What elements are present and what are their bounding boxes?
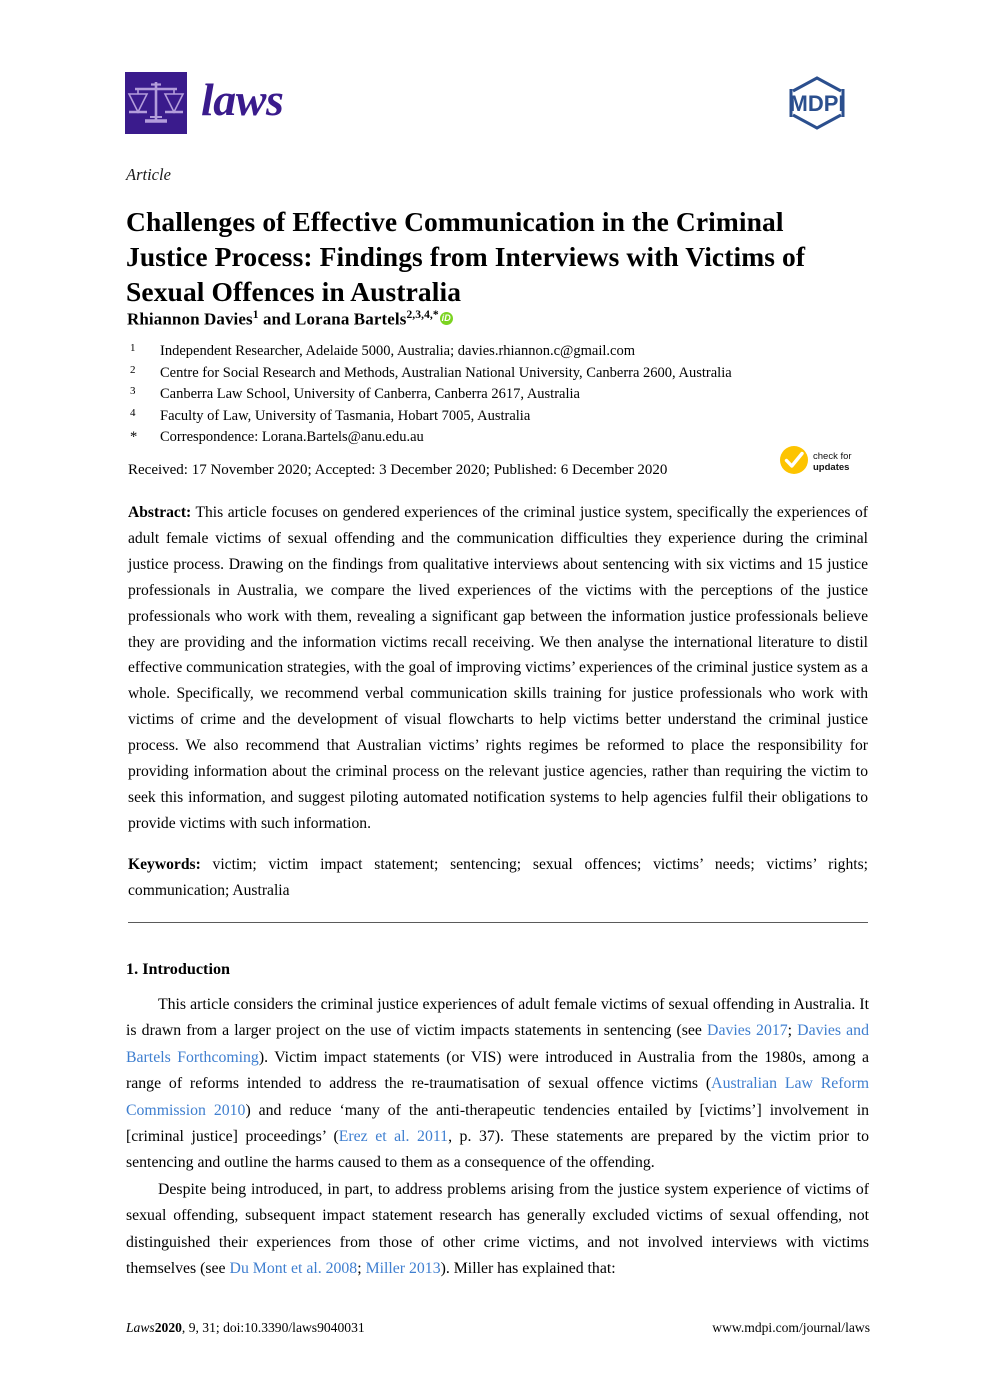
citation-link[interactable]: Miller 2013 [365,1260,441,1278]
correspondence-item [130,427,880,448]
citation-link[interactable]: Davies and Bartels Forthcoming [126,1022,869,1066]
citation-link[interactable]: Du Mont et al. 2008 [229,1260,358,1278]
abstract-block [128,500,868,837]
author-list [127,309,872,330]
journal-brand [125,72,283,134]
affiliation-item [130,406,880,428]
paragraph: This article considers the criminal justice experiences of adult female victims of sexual offending in Australia. It is drawn from a larger project on the use of victim impacts statements in sentencing (see Davies 2017; Davies and Bartels Forthcoming). Victim impact statements (or VIS) were introduced in Australia from the 1980s, among a range of reforms intended to address the re-traumatisation of sexual offence victims (Australian Law Reform Commission 2010) and reduce ‘many of the anti-therapeutic tendencies entailed by [victims’] involvement in [criminal justice] proceedings’ (Erez et al. 2011, p. 37). These statements are prepared by the victim prior to sentencing and outline the harms caused to them as a consequence of the offending. [126,996,869,1172]
orcid-icon[interactable]: iD [441,312,451,323]
correspondence-marker: * [130,429,138,446]
scales-of-justice-icon [125,72,187,134]
affiliation-text: Centre for Social Research and Methods, Australian National University, Canberra 2600, Australia [160,364,732,381]
page-title: Challenges of Effective Communication in the Criminal Justice Process: Findings from Interviews with Victims of Sexual Offences in Australia [126,206,806,308]
author-2-affil-markers: 2,3,4,* [406,309,439,321]
footer-url[interactable]: www.mdpi.com/journal/laws [712,1320,870,1335]
check-for-updates-text [813,451,852,474]
affiliation-item [130,363,880,385]
keywords-label: Keywords: [128,856,201,873]
author-name-1: Rhiannon Davies [127,309,253,329]
abstract-label: Abstract: [128,504,192,521]
page-footer [126,1320,870,1336]
affiliation-text: Faculty of Law, University of Tasmania, Hobart 7005, Australia [160,407,531,424]
affiliation-marker: 4 [130,406,136,419]
footer-volume-doi: , 9, 31; doi:10.3390/laws9040031 [181,1320,365,1335]
affiliation-marker: 2 [130,363,136,376]
article-type-label: Article [126,165,171,184]
journal-name: laws [201,74,284,125]
publication-dates: Received: 17 November 2020; Accepted: 3 December 2020; Published: 6 December 2020 [128,462,668,478]
introduction-body [126,992,869,1282]
abstract-text: This article focuses on gendered experiences of the criminal justice system, specifically the experiences of adult female victims of sexual offending and the communication difficulties they experience during the criminal justice process. Drawing on the findings from qualitative interviews about sentencing with six victims and 15 justice professionals in Australia, we compare the lived experiences of the victims with the perceptions of the justice professionals who work with them, revealing a significant gap between the information justice professionals believe they are providing and the information victims recall receiving. We then analyse the international literature to distil effective communication strategies, with the goal of improving victims’ experiences of the criminal justice system as a whole. Specifically, we recommend verbal communication skills training for justice professionals who work with victims of crime and the development of visual flowcharts to help victims better understand the criminal justice process. We also recommend that Australian victims’ rights regimes be reformed to place the responsibility for providing information about the criminal process on the relevant justice agencies, rather than requiring the victim to seek this information, and suggest piloting automated notification systems to help agencies fulfil their obligations to provide victims with such information. [128,504,868,832]
footer-year: 2020 [154,1320,182,1335]
citation-link[interactable]: Erez et al. 2011 [338,1128,449,1146]
correspondence-text: Correspondence: Lorana.Bartels@anu.edu.au [160,429,424,446]
section-heading-introduction: 1. Introduction [126,960,231,978]
affiliation-item [130,384,880,406]
author-1-affil-markers: 1 [252,309,259,321]
check-for-updates-badge[interactable] [779,445,875,479]
checkmark-icon [779,445,809,480]
citation-link[interactable]: Australian Law Reform Commission 2010 [126,1075,869,1119]
horizontal-divider [128,922,868,923]
affiliation-item [130,341,880,363]
footer-journal-name: Laws [126,1320,155,1335]
affiliation-marker: 3 [130,385,136,398]
affiliation-text: Canberra Law School, University of Canberra, Canberra 2617, Australia [160,386,580,403]
author-name-2: Lorana Bartels [295,309,407,329]
affiliation-marker: 1 [130,342,136,354]
page-header [125,72,865,142]
keywords-block [128,852,868,904]
affiliations-list [130,341,880,448]
cfu-line-2: updates [813,462,850,473]
footer-citation [126,1320,365,1336]
keywords-text: victim; victim impact statement; sentencing; sexual offences; victims’ needs; victims’ rights; communication; Australia [128,856,868,899]
paragraph: Despite being introduced, in part, to address problems arising from the justice system experience of victims of sexual offending, subsequent impact statement research has generally excluded victims of sexual offending, not distinguished their experiences from those of other crime victims, and not involved interviews with victims themselves (see Du Mont et al. 2008; Miller 2013). Miller has explained that: [126,1180,869,1278]
citation-link[interactable]: Davies 2017 [707,1022,788,1040]
author-conjunction: and [262,309,296,329]
mdpi-logo [769,74,865,132]
cfu-line-1: check for [813,450,852,462]
svg-text:MDPI: MDPI [789,91,845,116]
affiliation-text: Independent Researcher, Adelaide 5000, Australia; davies.rhiannon.c@gmail.com [160,343,636,359]
